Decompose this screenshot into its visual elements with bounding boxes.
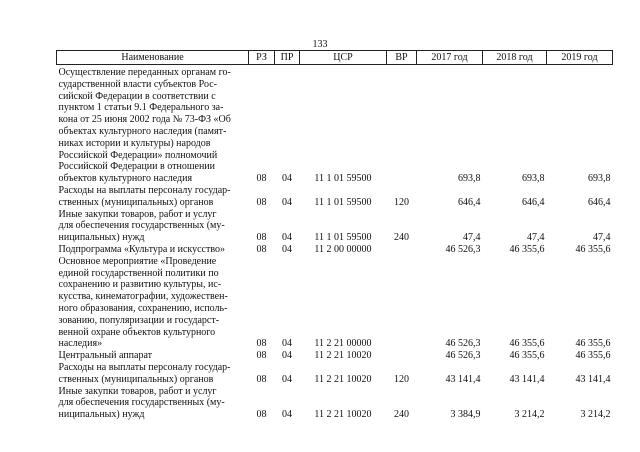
name-line: пунктом 1 статьи 9.1 Федерального за- <box>58 102 224 114</box>
header-2019: 2019 год <box>547 51 613 65</box>
header-csr: ЦСР <box>300 51 387 65</box>
cell-2019: 43 141,4 <box>575 373 611 385</box>
cell-name <box>57 362 249 386</box>
name-line: зованию, популяризации и государст- <box>58 314 220 326</box>
cell-pr: 04 <box>282 350 292 362</box>
cell-vr <box>387 256 417 350</box>
name-line: объектов культурного наследия <box>58 173 193 185</box>
cell-rz: 08 <box>256 338 267 350</box>
table-row <box>57 65 613 185</box>
cell-pr: 04 <box>282 338 292 350</box>
cell-pr: 04 <box>282 173 292 185</box>
name-line: сохранению и развитию культуры, ис- <box>58 279 222 291</box>
name-line: Расходы на выплаты персоналу государ- <box>58 361 231 373</box>
name-line: Центральный аппарат <box>58 350 153 362</box>
cell-name <box>57 386 249 421</box>
cell-2018: 3 214,2 <box>514 409 545 421</box>
cell-2019: 46 355,6 <box>575 350 611 362</box>
cell-vr: 120 <box>394 373 409 385</box>
name-line: Иные закупки товаров, работ и услуг <box>58 385 217 397</box>
cell-2018: 43 141,4 <box>509 373 545 385</box>
header-vr: ВР <box>387 51 417 65</box>
cell-2019: 646,4 <box>588 196 611 208</box>
cell-2017: 46 526,3 <box>445 338 481 350</box>
cell-csr: 11 2 21 10020 <box>314 409 372 421</box>
cell-vr <box>387 65 417 185</box>
cell-2017: 46 526,3 <box>445 243 481 255</box>
name-line: Основное мероприятие «Проведение <box>58 255 217 267</box>
header-2018: 2018 год <box>483 51 547 65</box>
name-line: ного образования, сохранению, исполь- <box>58 302 228 314</box>
table-row <box>57 256 613 350</box>
cell-2017: 43 141,4 <box>445 373 481 385</box>
cell-2019: 47,4 <box>593 232 611 244</box>
cell-name <box>57 185 249 209</box>
cell-2018: 693,8 <box>522 173 545 185</box>
cell-csr: 11 1 01 59500 <box>314 196 372 208</box>
name-line: венной охране объектов культурного <box>58 326 216 338</box>
cell-csr: 11 2 21 10020 <box>314 373 372 385</box>
cell-csr: 11 1 01 59500 <box>314 232 372 244</box>
name-line: Иные закупки товаров, работ и услуг <box>58 208 217 220</box>
cell-rz: 08 <box>256 196 267 208</box>
cell-2018: 46 355,6 <box>509 243 545 255</box>
budget-table <box>56 50 613 421</box>
cell-vr: 120 <box>394 196 409 208</box>
cell-csr: 11 1 01 59500 <box>314 173 372 185</box>
cell-vr <box>387 350 417 362</box>
cell-pr: 04 <box>282 196 292 208</box>
header-2017: 2017 год <box>417 51 483 65</box>
name-line: сударственной власти субъектов Рос- <box>58 78 217 90</box>
name-line: Российской Федерации в отношении <box>58 161 216 173</box>
cell-pr: 04 <box>282 409 292 421</box>
cell-name <box>57 209 249 244</box>
table-row <box>57 350 613 362</box>
header-rz: РЗ <box>249 51 275 65</box>
name-line: Подпрограмма «Культура и искусство» <box>58 243 226 255</box>
cell-2017: 3 384,9 <box>450 409 481 421</box>
name-line: ниципальных) нужд <box>58 409 145 421</box>
cell-vr: 240 <box>394 409 409 421</box>
name-line: кусства, кинематографии, художествен- <box>58 291 228 303</box>
name-line: никах истории и культуры) народов <box>58 137 211 149</box>
cell-name <box>57 256 249 350</box>
page-number: 133 <box>312 39 328 50</box>
name-line: объектах культурного наследия (памят- <box>58 125 227 137</box>
cell-2017: 46 526,3 <box>445 350 481 362</box>
cell-2018: 646,4 <box>522 196 545 208</box>
cell-pr: 04 <box>282 243 292 255</box>
cell-csr: 11 2 21 10020 <box>314 350 372 362</box>
cell-rz: 08 <box>256 409 267 421</box>
cell-rz: 08 <box>256 373 267 385</box>
cell-csr: 11 2 21 00000 <box>314 338 372 350</box>
name-line: кона от 25 июня 2002 года № 73-ФЗ «Об <box>58 114 231 126</box>
name-line: Расходы на выплаты персоналу государ- <box>58 184 231 196</box>
cell-rz: 08 <box>256 232 267 244</box>
cell-name <box>57 65 249 185</box>
table-header <box>57 51 613 65</box>
name-line: Осуществление переданных органам го- <box>58 67 231 78</box>
cell-name <box>57 244 249 256</box>
cell-2017: 47,4 <box>463 232 481 244</box>
cell-rz: 08 <box>256 350 267 362</box>
name-line: для обеспечения государственных (му- <box>58 220 225 232</box>
cell-2017: 693,8 <box>458 173 481 185</box>
cell-2018: 46 355,6 <box>509 338 545 350</box>
name-line: ниципальных) нужд <box>58 232 145 244</box>
name-line: для обеспечения государственных (му- <box>58 397 225 409</box>
name-line: наследия» <box>58 338 103 350</box>
cell-rz: 08 <box>256 173 267 185</box>
table-row <box>57 362 613 386</box>
cell-vr <box>387 244 417 256</box>
cell-2018: 47,4 <box>527 232 545 244</box>
table-row <box>57 386 613 421</box>
table-row <box>57 185 613 209</box>
cell-pr: 04 <box>282 232 292 244</box>
cell-2019: 46 355,6 <box>575 338 611 350</box>
table-row <box>57 209 613 244</box>
name-line: ственных (муниципальных) органов <box>58 373 214 385</box>
cell-name <box>57 350 249 362</box>
cell-2019: 46 355,6 <box>575 243 611 255</box>
header-pr: ПР <box>275 51 300 65</box>
name-line: ственных (муниципальных) органов <box>58 196 214 208</box>
table-body <box>57 65 613 421</box>
cell-2019: 693,8 <box>588 173 611 185</box>
cell-2019: 3 214,2 <box>580 409 611 421</box>
cell-vr: 240 <box>394 232 409 244</box>
cell-2018: 46 355,6 <box>509 350 545 362</box>
header-name: Наименование <box>57 51 249 65</box>
cell-pr: 04 <box>282 373 292 385</box>
name-line: сийской Федерации в соответствии с <box>58 90 216 102</box>
cell-2017: 646,4 <box>458 196 481 208</box>
cell-csr: 11 2 00 00000 <box>314 243 372 255</box>
cell-rz: 08 <box>256 243 267 255</box>
name-line: Российской Федерации» полномочий <box>58 149 218 161</box>
table-row <box>57 244 613 256</box>
name-line: единой государственной политики по <box>58 267 219 279</box>
